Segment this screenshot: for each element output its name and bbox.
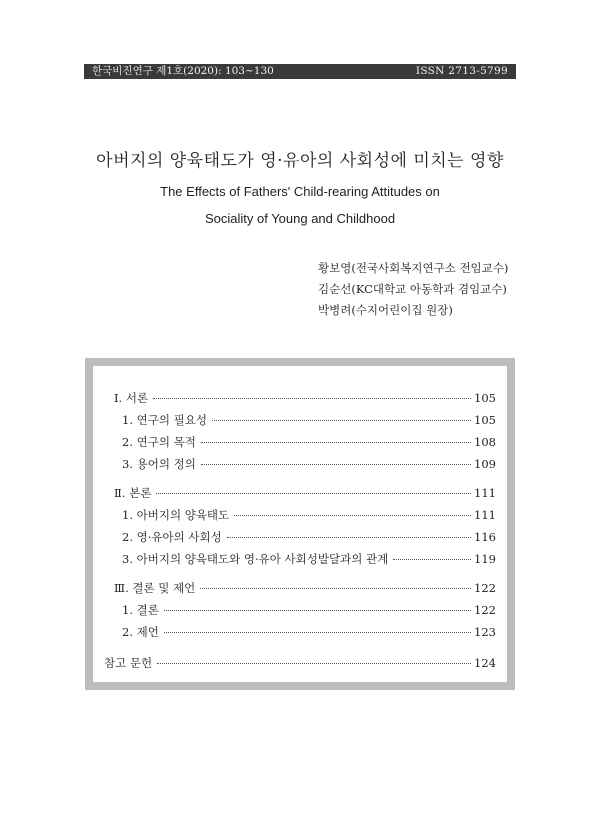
- toc-leader-dots: [201, 464, 471, 465]
- toc-entry[interactable]: [104, 507, 496, 523]
- toc-entry-page: 122: [474, 603, 496, 617]
- journal-citation: 한국비진연구 제1호(2020): 103~130: [92, 65, 274, 77]
- author-3: 박병려(수지어린이집 원장): [318, 303, 453, 317]
- toc-leader-dots: [164, 610, 471, 611]
- toc-entry-label: Ⅲ. 결론 및 제언: [114, 581, 196, 595]
- toc-entry-page: 119: [474, 552, 496, 566]
- toc-entry-label: 1. 아버지의 양육태도: [122, 508, 230, 522]
- author-1: 황보영(전국사회복지연구소 전임교수): [318, 261, 509, 275]
- issn-label: ISSN 2713-5799: [415, 65, 508, 77]
- toc-entry-label: 3. 아버지의 양육태도와 영·유아 사회성발달과의 관계: [122, 552, 389, 566]
- english-title-line-2: Sociality of Young and Childhood: [204, 211, 396, 226]
- toc-leader-dots: [200, 588, 471, 589]
- author-2: 김순선(KC대학교 아동학과 겸임교수): [318, 282, 507, 296]
- toc-entry[interactable]: [104, 456, 496, 472]
- toc-entry[interactable]: [104, 580, 496, 596]
- toc-panel: [93, 366, 507, 682]
- toc-leader-dots: [227, 537, 471, 538]
- toc-entry[interactable]: [104, 529, 496, 545]
- toc-entry[interactable]: [104, 434, 496, 450]
- toc-entry-label: 1. 결론: [122, 603, 159, 617]
- journal-header-bar: [84, 64, 516, 79]
- toc-entry-page: 123: [474, 625, 496, 639]
- toc-entry[interactable]: [104, 485, 496, 501]
- toc-entry[interactable]: [104, 624, 496, 640]
- toc-entry-label: 2. 영·유아의 사회성: [122, 530, 222, 544]
- toc-entry-page: 122: [474, 581, 496, 595]
- toc-entry[interactable]: [104, 602, 496, 618]
- toc-leader-dots: [156, 493, 471, 494]
- toc-leader-dots: [234, 515, 471, 516]
- toc-entry-label: 참고 문헌: [104, 656, 153, 670]
- toc-entry-page: 124: [474, 656, 496, 670]
- author-list: [318, 258, 508, 321]
- toc-entry-page: 116: [474, 530, 496, 544]
- toc-entry-page: 108: [474, 435, 496, 449]
- toc-entry-label: 2. 연구의 목적: [122, 435, 196, 449]
- toc-entry-label: 3. 용어의 정의: [122, 457, 196, 471]
- toc-entry[interactable]: [104, 412, 496, 428]
- toc-leader-dots: [153, 398, 471, 399]
- toc-leader-dots: [201, 442, 471, 443]
- toc-entry-page: 105: [474, 413, 496, 427]
- korean-title: 아버지의 양육태도가 영·유아의 사회성에 미치는 영향: [96, 151, 504, 171]
- toc-leader-dots: [393, 559, 471, 560]
- toc-entry-label: Ⅱ. 본론: [114, 486, 152, 500]
- toc-entry-label: Ⅰ. 서론: [114, 391, 149, 405]
- toc-entry-page: 111: [474, 508, 496, 522]
- toc-entry-page: 109: [474, 457, 496, 471]
- toc-entry-page: 111: [474, 486, 496, 500]
- toc-entry-label: 1. 연구의 필요성: [122, 413, 207, 427]
- english-title-line-1: The Effects of Fathers' Child-rearing Attitudes on: [160, 184, 440, 199]
- toc-leader-dots: [212, 420, 471, 421]
- toc-leader-dots: [157, 663, 471, 664]
- toc-entry[interactable]: [104, 390, 496, 406]
- toc-leader-dots: [164, 632, 471, 633]
- toc-entry-label: 2. 제언: [122, 625, 159, 639]
- toc-entry[interactable]: [104, 655, 496, 671]
- table-of-contents: [85, 358, 515, 690]
- toc-entry-page: 105: [474, 391, 496, 405]
- toc-entry[interactable]: [104, 551, 496, 567]
